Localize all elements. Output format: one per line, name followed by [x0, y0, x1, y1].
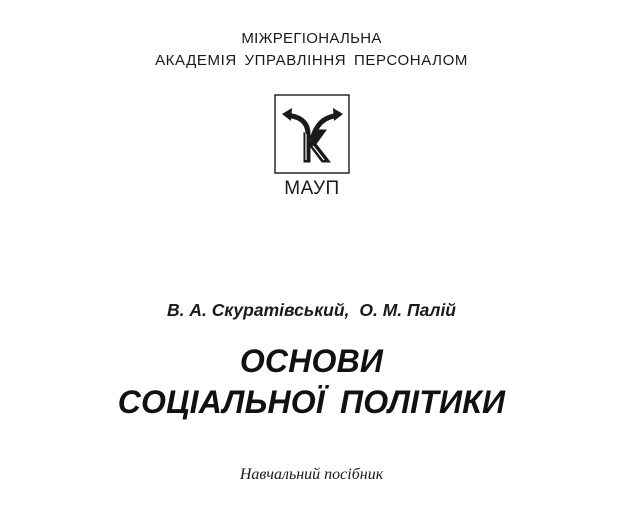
maup-emblem-icon: [274, 94, 350, 174]
institution-line-2: АКАДЕМІЯ УПРАВЛІННЯ ПЕРСОНАЛОМ: [155, 52, 468, 69]
institution-line-1: МІЖРЕГІОНАЛЬНА: [241, 30, 382, 47]
author-1: В. А. Скуратівський,: [166, 300, 350, 320]
author-2: О. М. Палій: [359, 300, 456, 320]
title-line-2: СОЦІАЛЬНОЇ ПОЛІТИКИ: [117, 384, 506, 420]
title-line-1: ОСНОВИ: [239, 343, 384, 379]
logo-label: МАУП: [284, 178, 340, 199]
maup-logo: [274, 94, 350, 204]
authors: [0, 300, 623, 321]
subtitle: Навчальний посібник: [239, 466, 384, 483]
